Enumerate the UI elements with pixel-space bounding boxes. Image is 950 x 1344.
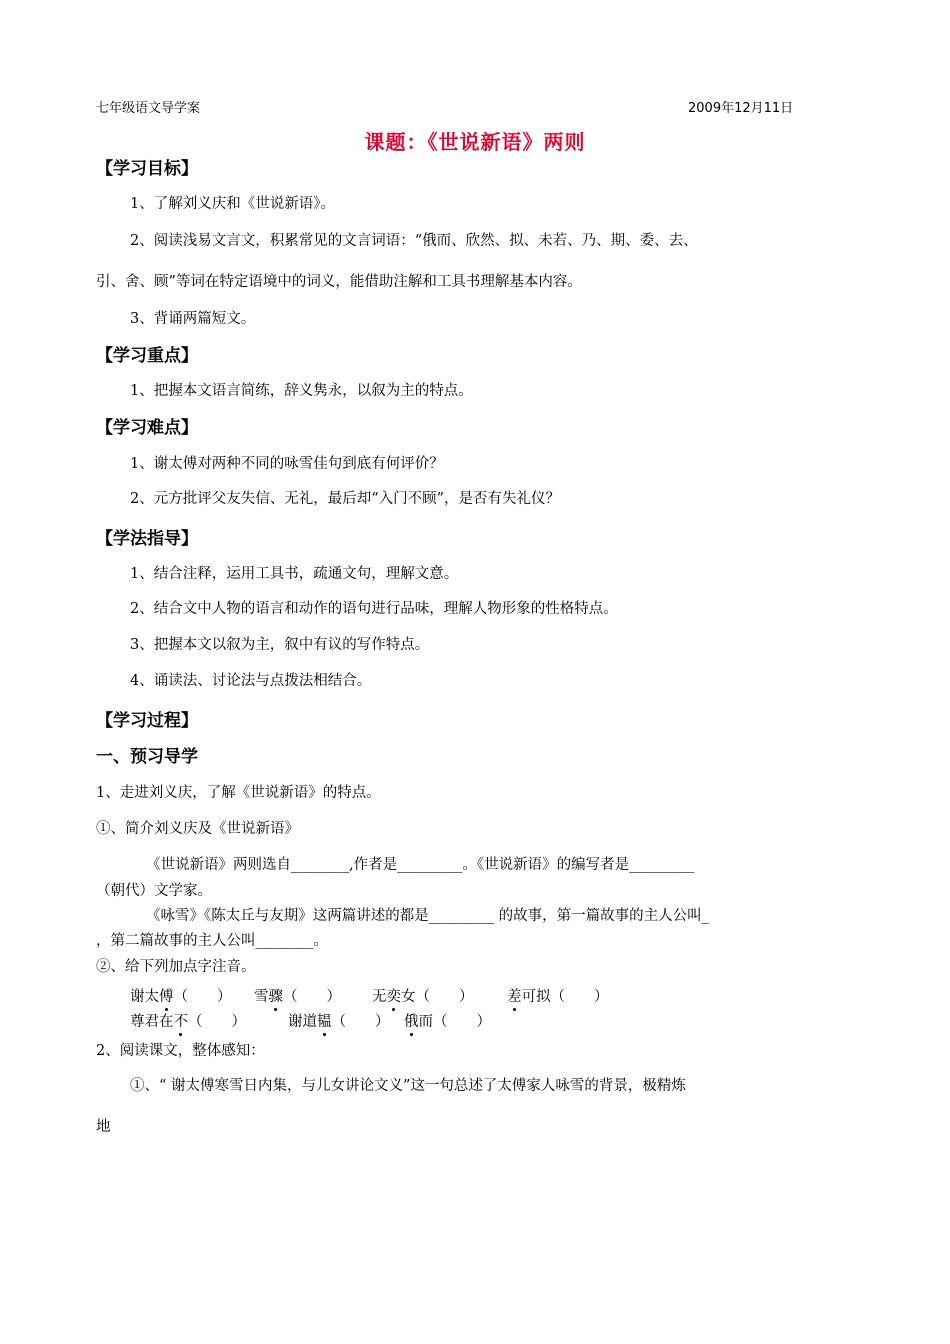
- pinyin-item: 谢太傅（ ）: [130, 985, 232, 1006]
- preview-step-2a: ①、“ 谢太傅寒雪日内集，与儿女讲论文义”这一句总述了太傅家人咏雪的背景，极精炼: [130, 1078, 686, 1094]
- method-item-2: 2、结合文中人物的语言和动作的语句进行品味，理解人物形象的性格特点。: [130, 601, 618, 617]
- method-item-4: 4、诵读法、讨论法与点拨法相结合。: [130, 673, 372, 689]
- preview-step-1b: ②、给下列加点字注音。: [96, 959, 256, 975]
- pinyin-item: 雪骤（ ）: [254, 985, 341, 1006]
- preview-step-1a: ①、简介刘义庆及《世说新语》: [96, 821, 299, 837]
- section-difficulty-heading: 【学习难点】: [96, 418, 198, 438]
- answer-blank[interactable]: （ ）: [173, 989, 232, 1005]
- preview-step-1: 1、走进刘义庆，了解《世说新语》的特点。: [96, 785, 381, 801]
- pinyin-item: 俄而（ ）: [404, 1010, 491, 1031]
- dotted-char: 骤: [269, 985, 284, 1006]
- difficulty-item-1: 1、谢太傅对两种不同的咏雪佳句到底有何评价？: [130, 456, 444, 472]
- key-item-1: 1、把握本文语言简练，辞义隽永，以叙为主的特点。: [130, 383, 473, 399]
- preview-step-2: 2、阅读课文，整体感知：: [96, 1043, 265, 1059]
- answer-blank[interactable]: （ ）: [550, 989, 609, 1005]
- pinyin-item: 尊君在不（ ）: [130, 1010, 246, 1031]
- dotted-char: 俄: [404, 1010, 419, 1031]
- method-item-3: 3、把握本文以叙为主，叙中有议的写作特点。: [130, 637, 430, 653]
- goal-item-2: 2、阅读浅易文言文，积累常见的文言词语：“俄而、欣然、拟、未若、乃、期、委、去、: [130, 233, 698, 249]
- pinyin-item: 无奕女（ ）: [372, 985, 474, 1006]
- dotted-char: 韫: [317, 1010, 332, 1031]
- fill-line-1: 《世说新语》两则选自________,作者是_________。《世说新语》的编写者是_________: [146, 857, 695, 873]
- preview-heading: 一、预习导学: [96, 747, 198, 767]
- dotted-char: 奕: [387, 985, 402, 1006]
- answer-blank[interactable]: （ ）: [283, 989, 341, 1005]
- answer-blank[interactable]: （ ）: [331, 1014, 390, 1030]
- goal-item-1: 1、了解刘义庆和《世说新语》。: [130, 196, 335, 212]
- fill-line-3: 《咏雪》《陈太丘与友期》这两篇讲述的都是_________ 的故事，第一篇故事的主人公叫_: [146, 908, 709, 924]
- answer-blank[interactable]: （ ）: [433, 1014, 491, 1030]
- goal-item-2-cont: 引、舍、顾”等词在特定语境中的词义，能借助注解和工具书理解基本内容。: [96, 274, 582, 290]
- answer-blank[interactable]: （ ）: [188, 1014, 246, 1030]
- answer-blank[interactable]: （ ）: [415, 989, 474, 1005]
- fill-line-4: ，第二篇故事的主人公叫________。: [96, 933, 328, 949]
- page-title: 课题：《世说新语》两则: [364, 130, 586, 154]
- goal-item-3: 3、背诵两篇短文。: [130, 311, 256, 327]
- difficulty-item-2: 2、元方批评父友失信、无礼，最后却“入门不顾”，是否有失礼仪？: [130, 491, 561, 507]
- header-date: 2009年12月11日: [688, 101, 794, 116]
- dotted-char: 傅: [159, 985, 174, 1006]
- section-goals-heading: 【学习目标】: [96, 159, 198, 179]
- pinyin-item: 谢道韫（ ）: [288, 1010, 390, 1031]
- method-item-1: 1、结合注释，运用工具书，疏通文句，理解文意。: [130, 566, 459, 582]
- preview-step-2a-cont: 地: [96, 1119, 111, 1135]
- section-methods-heading: 【学法指导】: [96, 529, 198, 549]
- header-left: 七年级语文导学案: [96, 101, 201, 116]
- dotted-char: 不: [174, 1010, 189, 1031]
- section-process-heading: 【学习过程】: [96, 711, 198, 731]
- pinyin-item: 差可拟（ ）: [507, 985, 609, 1006]
- fill-line-2: （朝代）文学家。: [96, 883, 212, 899]
- dotted-char: 差: [507, 985, 522, 1006]
- section-key-heading: 【学习重点】: [96, 346, 198, 366]
